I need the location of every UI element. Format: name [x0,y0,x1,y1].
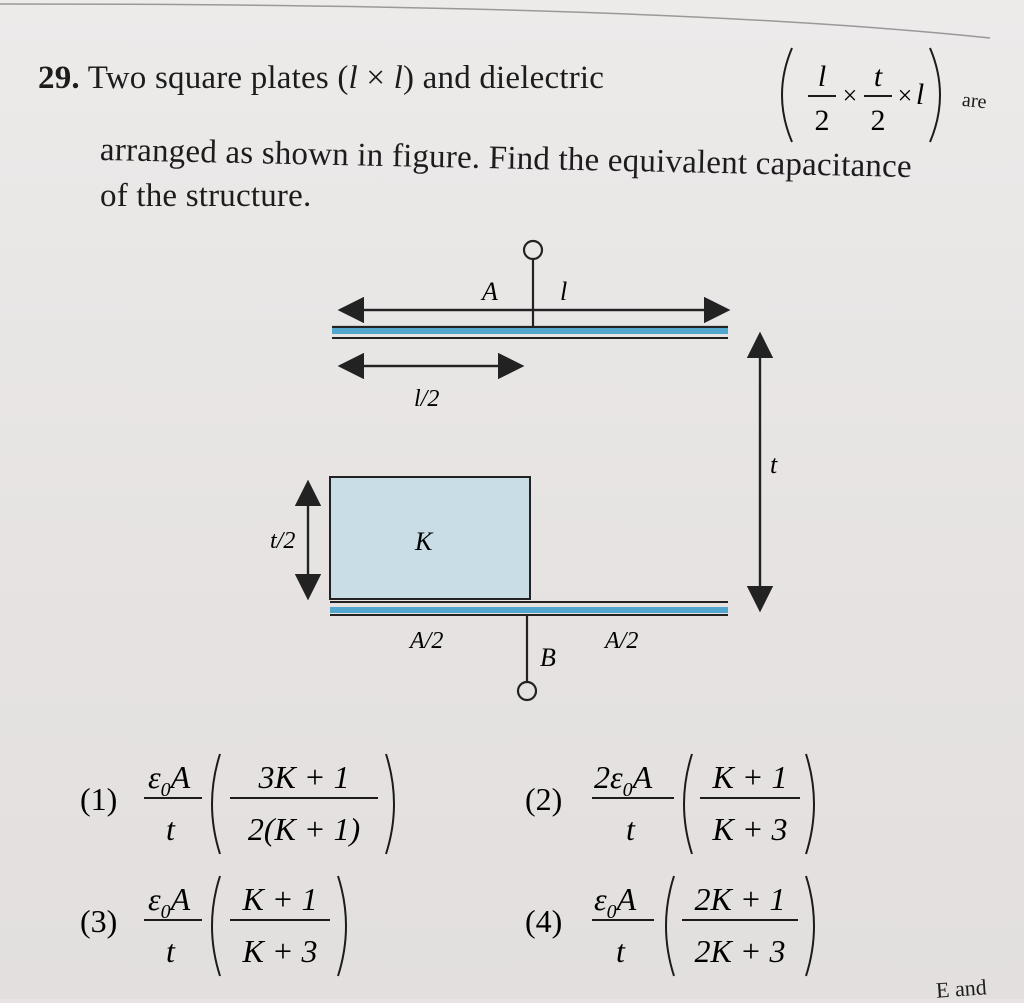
dim-den-1: 2 [814,104,830,137]
question-text-a: Two square plates ( [87,60,349,96]
question-line-1 [38,60,604,97]
option-1-inner-den: 2(K + 1) [247,811,361,847]
label-A-half-right: A/2 [605,628,639,654]
dim-num-2: t [873,60,883,93]
option-3-numerator: $\varepsilon_0A$ [148,881,191,923]
dim-times-2: × [897,81,913,110]
dielectric-dimensions [768,40,958,150]
terminal-A-circle [524,241,542,259]
option-2-inner-den: K + 3 [712,811,788,847]
option-2[interactable] [525,754,814,854]
label-K: K [415,527,433,556]
option-4-inner-num: 2K + 1 [694,881,786,917]
capacitor-figure [250,230,790,710]
question-l2: l [393,60,404,96]
option-4-number: (4) [525,903,563,939]
top-plate [332,328,728,334]
option-1-numerator: $\varepsilon_0A$ [148,759,191,801]
option-2-number: (2) [525,781,563,817]
question-text-b: ) and dielectric [403,60,605,96]
dim-den-2: 2 [870,104,886,137]
question-l1: l [348,60,358,96]
option-2-numerator: $2\varepsilon_0A$ [594,759,653,801]
option-4-inner-den: 2K + 3 [694,933,786,969]
question-line-3: of the structure. [100,178,312,214]
option-1[interactable] [80,754,394,854]
label-l: l [560,277,568,306]
question-number: 29. [38,60,80,96]
corner-text: E and [935,974,988,1003]
question-are: are [960,88,988,114]
bottom-plate [330,607,728,613]
option-1-denominator: t [166,811,175,847]
option-4-denominator: t [616,933,625,969]
dim-last: l [915,78,925,111]
option-3-inner-num: K + 1 [242,881,318,917]
label-l-half: l/2 [414,386,440,412]
label-B: B [540,643,556,672]
option-2-denominator: t [626,811,635,847]
option-3[interactable] [80,876,346,976]
option-4[interactable] [525,876,814,976]
option-2-inner-num: K + 1 [712,759,788,795]
option-3-number: (3) [80,903,118,939]
dim-times-1: × [842,81,858,110]
dim-num-1: l [817,60,827,93]
option-3-denominator: t [166,933,175,969]
option-1-number: (1) [80,781,118,817]
option-4-numerator: $\varepsilon_0A$ [594,881,637,923]
answer-options [70,740,950,990]
label-A: A [482,277,498,306]
question-line-2: arranged as shown in figure. Find the equivalent capacitance [99,132,913,186]
option-3-inner-den: K + 3 [242,933,318,969]
option-1-inner-num: 3K + 1 [258,759,350,795]
label-t: t [770,450,778,479]
question-times: × [357,60,394,96]
terminal-B-circle [518,682,536,700]
label-t-half: t/2 [270,528,296,554]
label-A-half-left: A/2 [410,628,444,654]
